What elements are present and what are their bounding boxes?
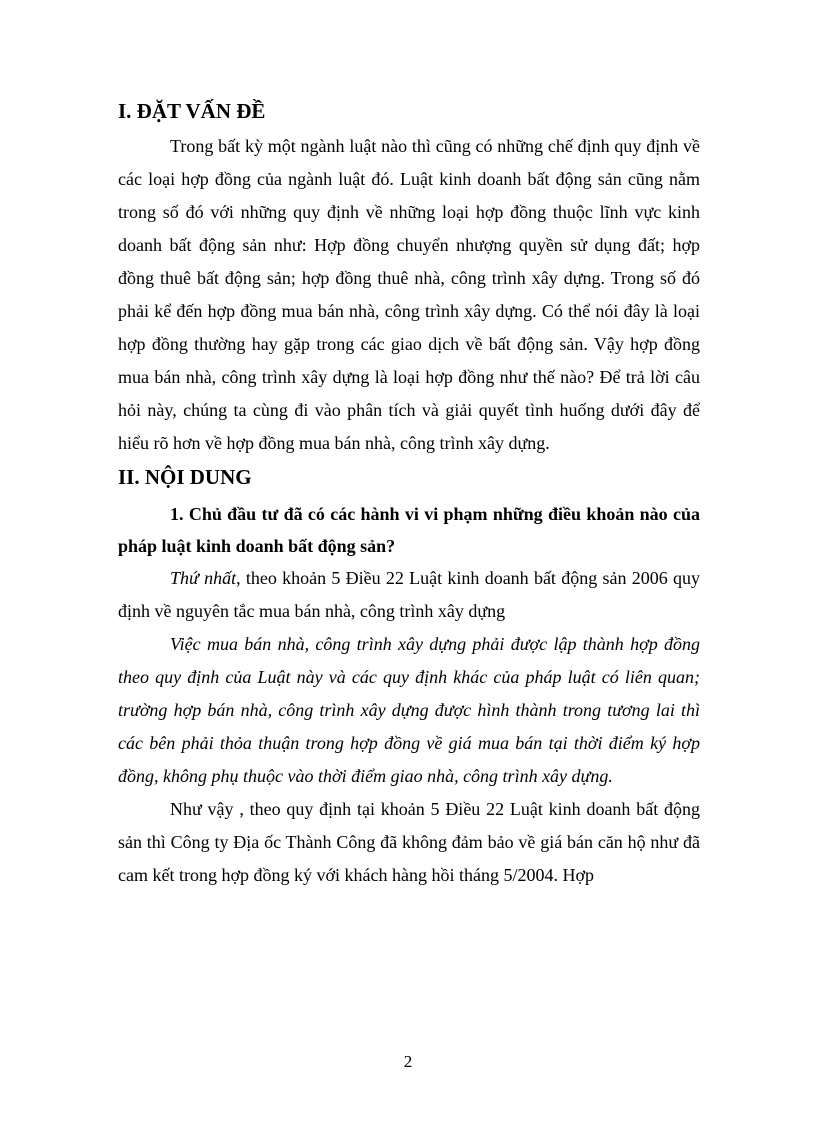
question-heading: 1. Chủ đầu tư đã có các hành vi vi phạm những điều khoản nào của pháp luật kinh doanh bất động sản? [118, 504, 700, 556]
first-point-label: Thứ nhất [170, 568, 237, 588]
page-content [118, 96, 700, 892]
intro-paragraph: Trong bất kỳ một ngành luật nào thì cũng có những chế định quy định về các loại hợp đồng của ngành luật đó. Luật kinh doanh bất động sản cũng nằm trong số đó với những quy định về những loại hợp đồng thuộc lĩnh vực kinh doanh bất động sản như: Hợp đồng chuyển nhượng quyền sử dụng đất; hợp đồng thuê bất động sản; hợp đồng thuê nhà, công trình xây dựng. Trong số đó phải kể đến hợp đồng mua bán nhà, công trình xây dựng. Có thể nói đây là loại hợp đồng thường hay gặp trong các giao dịch về bất động sản. Vậy hợp đồng mua bán nhà, công trình xây dựng là loại hợp đồng như thế nào? Để trả lời câu hỏi này, chúng ta cùng đi vào phân tích và giải quyết tình huống dưới đây để hiểu rõ hơn về hợp đồng mua bán nhà, công trình xây dựng. [118, 136, 700, 453]
paragraph-conclusion: Như vậy , theo quy định tại khoản 5 Điều 22 Luật kinh doanh bất động sản thì Công ty Địa ốc Thành Công đã không đảm bảo về giá bán căn hộ như đã cam kết trong hợp đồng ký với khách hàng hồi tháng 5/2004. Hợp [118, 799, 700, 885]
law-quote: Việc mua bán nhà, công trình xây dựng phải được lập thành hợp đồng theo quy định của Luật này và các quy định khác của pháp luật có liên quan; trường hợp bán nhà, công trình xây dựng được hình thành trong tương lai thì các bên phải thỏa thuận trong hợp đồng về giá mua bán tại thời điểm ký hợp đồng, không phụ thuộc vào thời điểm giao nhà, công trình xây dựng. [118, 634, 700, 786]
page-number: 2 [403, 1052, 413, 1071]
section-heading-1: I. ĐẶT VẤN ĐỀ [118, 99, 266, 123]
paragraph-first-point [118, 562, 700, 628]
first-point-text: , theo khoản 5 Điều 22 Luật kinh doanh bất động sản 2006 quy định về nguyên tắc mua bán nhà, công trình xây dựng [118, 568, 700, 621]
section-heading-2: II. NỘI DUNG [118, 465, 252, 489]
